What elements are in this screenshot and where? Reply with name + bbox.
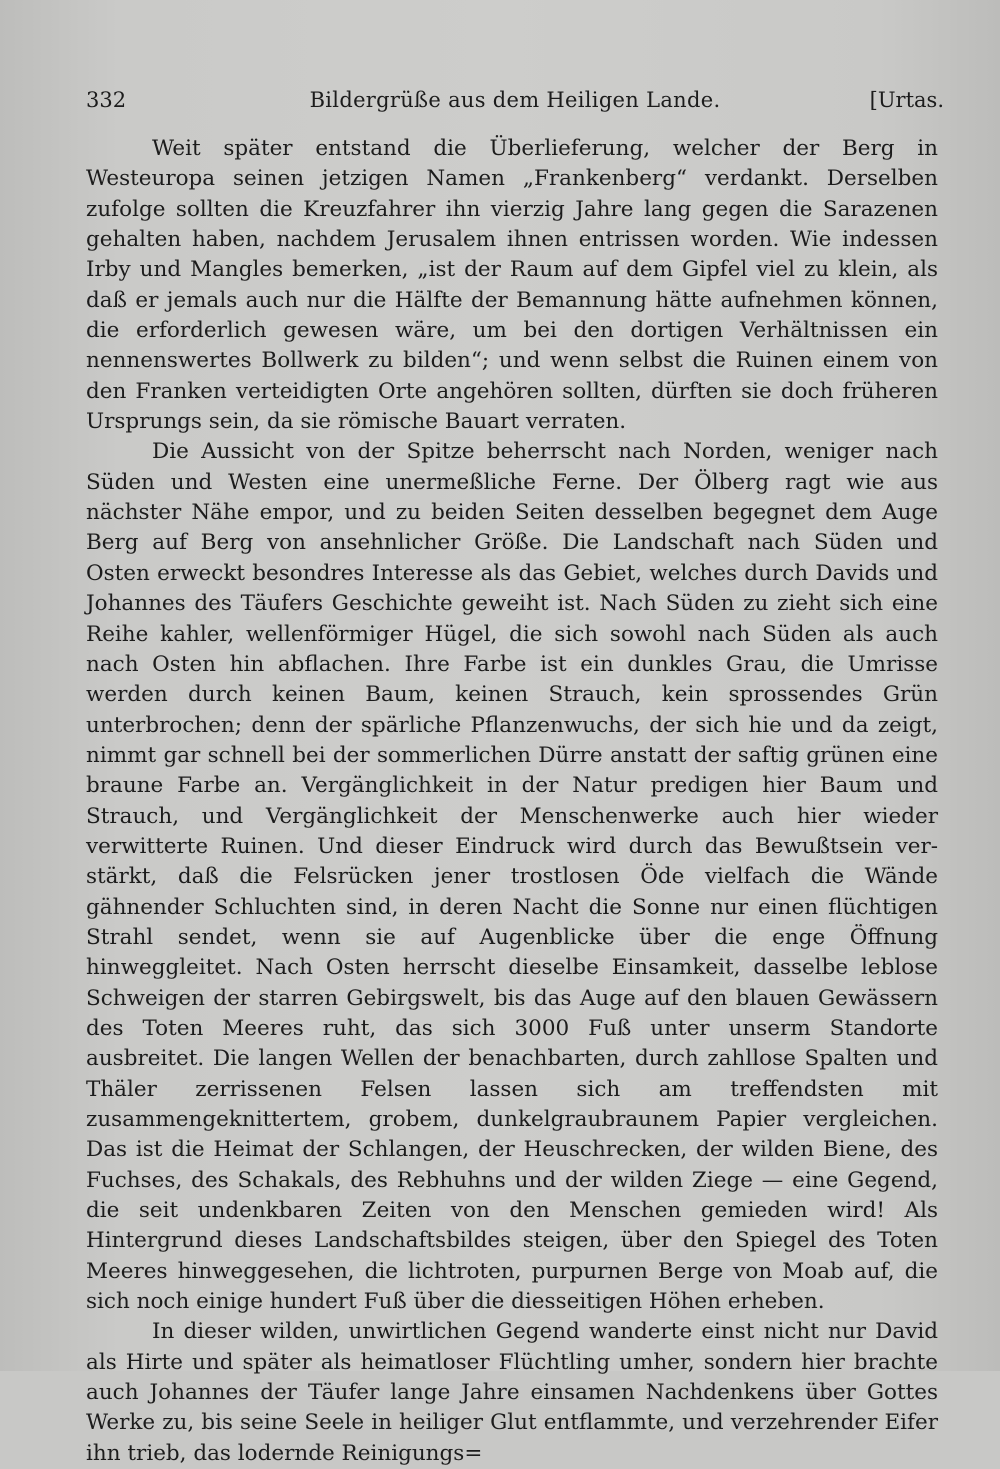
paragraph-frankenberg: Weit später entstand die Überlieferung, welcher der Berg in Westeuropa seinen jetzigen Namen „Frankenberg“ verdankt. Derselben zufolge sollten die Kreuzfahrer ihn vierzig Jahre lang gegen die Sarazenen gehalten haben, nachdem Jerusalem ihnen entrissen worden. Wie indessen Irby und Mangles bemerken, „ist der Raum auf dem Gipfel viel zu klein, als daß er jemals auch nur die Hälfte der Bemannung hätte aufnehmen können, die erforderlich gewesen wäre, um bei den dortigen Verhältnissen ein nennenswertes Bollwerk zu bilden“; und wenn selbst die Ruinen einem von den Franken verteidigten Orte angehören sollten, dürften sie doch früheren Ursprungs sein, da sie römische Bauart verraten. xyxy=(86,136,938,435)
paragraph-view: Die Aussicht von der Spitze beherrscht nach Norden, weniger nach Süden und Westen eine unermeßliche Ferne. Der Ölberg ragt wie aus nächster Nähe empor, und zu beiden Seiten desselben begegnet dem Auge Berg auf Berg von ansehnlicher Größe. Die Landschaft nach Süden und Osten erweckt besondres Interesse als das Gebiet, welches durch Davids und Johannes des Täufers Geschichte geweiht ist. Nach Süden zu zieht sich eine Reihe kahler, wellenförmiger Hügel, die sich sowohl nach Süden als auch nach Osten hin abflachen. Ihre Farbe ist ein dunkles Grau, die Umrisse werden durch keinen Baum, keinen Strauch, kein sprossendes Grün unterbrochen; denn der spärliche Pflanzenwuchs, der sich hie und da zeigt, nimmt gar schnell bei der sommerlichen Dürre anstatt der saftig grünen eine braune Farbe an. Vergänglichkeit in der Natur predigen hier Baum und Strauch, und Vergänglichkeit der Menschenwerke auch hier wieder verwitterte Ruinen. Und dieser Eindruck wird durch das Bewußtsein verstärkt, daß die Felsrücken jener trostlosen Öde vielfach die Wände gähnender Schluchten sind, in deren Nacht die Sonne nur einen flüchtigen Strahl sendet, wenn sie auf Augenblicke über die enge Öffnung hinweggleitet. Nach Osten herrscht dieselbe Einsamkeit, dasselbe leblose Schweigen der starren Gebirgswelt, bis das Auge auf den blauen Gewässern des Toten Meeres ruht, das sich 3000 Fuß unter unserm Standorte ausbreitet. Die langen Wellen der benachbarten, durch zahllose Spalten und Thäler zerrissenen Felsen lassen sich am treffendsten mit zusammengeknittertem, grobem, dunkelgraubraunem Papier vergleichen. Das ist die Heimat der Schlangen, der Heuschrecken, der wilden Biene, des Fuchses, des Schakals, des Rebhuhns und der wilden Ziege — eine Gegend, die seit undenkbaren Zeiten von den Menschen gemieden wird! Als Hintergrund dieses Landschaftsbildes steigen, über den Spiegel des Toten Meeres hinweggesehen, die lichtroten, purpurnen Berge von Moab auf, die sich noch einige hundert Fuß über die diesseitigen Höhen erheben. xyxy=(86,439,938,1315)
running-title: Bildergrüße aus dem Heiligen Lande. xyxy=(309,88,721,112)
page-number: 332 xyxy=(86,88,127,112)
section-mark: [Urtas. xyxy=(869,88,944,112)
page-header xyxy=(86,84,944,116)
body-text xyxy=(86,134,938,1469)
paragraph-wilderness: In dieser wilden, unwirtlichen Gegend wanderte einst nicht nur David als Hirte und später als heimatloser Flüchtling umher, sondern hier brachte auch Johannes der Täufer lange Jahre einsamen Nachdenkens über Gottes Werke zu, bis seine Seele in heiliger Glut entflammte, und verzehrender Eifer ihn trieb, das lodernde Reinigungs= xyxy=(86,1319,938,1466)
